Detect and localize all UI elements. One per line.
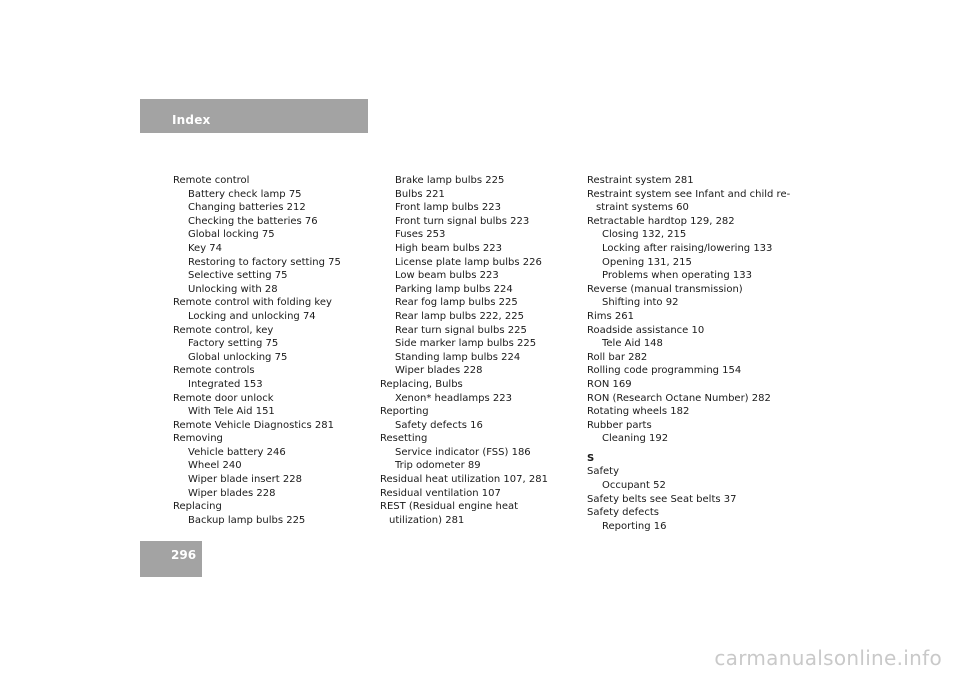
index-entry: Restraint system see Infant and child re- (587, 188, 791, 200)
index-entry: Resetting (380, 433, 428, 445)
index-subentry: Service indicator (FSS) 186 (395, 446, 531, 458)
index-subentry: Rear fog lamp bulbs 225 (395, 297, 518, 309)
index-subentry: Parking lamp bulbs 224 (395, 283, 513, 295)
index-subentry: Integrated 153 (188, 378, 263, 390)
index-subentry: Wiper blade insert 228 (188, 474, 302, 486)
index-subentry: Xenon* headlamps 223 (395, 392, 512, 404)
index-entry: Safety (587, 466, 619, 478)
index-subentry: Vehicle battery 246 (188, 446, 286, 458)
index-subentry: Opening 131, 215 (602, 256, 692, 268)
index-entry: Rims 261 (587, 310, 634, 322)
index-entry: Remote control with folding key (173, 297, 332, 309)
index-subentry: Shifting into 92 (602, 297, 679, 309)
index-subentry: Trip odometer 89 (395, 460, 481, 472)
index-entry: Safety defects (587, 507, 659, 519)
index-subentry: With Tele Aid 151 (188, 406, 275, 418)
index-entry: REST (Residual engine heat (380, 501, 519, 513)
watermark: carmanualsonline.info (714, 646, 942, 670)
index-entry: Residual ventilation 107 (380, 487, 501, 499)
index-subentry: Rear turn signal bulbs 225 (395, 324, 527, 336)
index-subentry: High beam bulbs 223 (395, 242, 502, 254)
index-subentry: License plate lamp bulbs 226 (395, 256, 542, 268)
index-subentry: Factory setting 75 (188, 338, 279, 350)
index-subentry: Brake lamp bulbs 225 (395, 175, 505, 186)
index-entry: Replacing (173, 501, 222, 513)
index-entry: Restraint system 281 (587, 175, 694, 186)
index-subentry: Backup lamp bulbs 225 (188, 514, 306, 526)
index-entry: RON 169 (587, 378, 632, 390)
page-title: Index (172, 113, 211, 127)
index-entry: Remote door unlock (173, 392, 274, 404)
index-entry: Roadside assistance 10 (587, 324, 705, 336)
index-subentry: Standing lamp bulbs 224 (395, 351, 521, 363)
index-entry: Roll bar 282 (587, 351, 648, 363)
index-entry: Residual heat utilization 107, 281 (380, 474, 548, 486)
index-entry-continuation: straint systems 60 (596, 202, 689, 214)
index-section-letter: S (587, 452, 595, 464)
index-entry: Remote control, key (173, 324, 274, 336)
page-number: 296 (171, 548, 197, 562)
index-subentry: Front turn signal bulbs 223 (395, 215, 530, 227)
index-subentry: Wiper blades 228 (188, 487, 276, 499)
index-subentry: Checking the batteries 76 (188, 215, 318, 227)
index-subentry: Unlocking with 28 (188, 283, 278, 295)
index-entry: Rolling code programming 154 (587, 365, 742, 377)
index-entry: Remote controls (173, 365, 255, 377)
index-entry: Replacing, Bulbs (380, 378, 463, 390)
index-subentry: Selective setting 75 (188, 270, 288, 282)
index-entry: Remote control (173, 175, 250, 186)
index-subentry: Fuses 253 (395, 229, 446, 241)
index-subentry: Closing 132, 215 (602, 229, 687, 241)
index-column-1 (173, 174, 373, 527)
index-subentry: Low beam bulbs 223 (395, 270, 499, 282)
index-column-3 (587, 174, 797, 533)
index-subentry: Cleaning 192 (602, 433, 669, 445)
index-entry: Reverse (manual transmission) (587, 283, 743, 295)
index-column-2 (380, 174, 580, 527)
index-entry: Rubber parts (587, 419, 652, 431)
index-subentry: Changing batteries 212 (188, 202, 306, 214)
index-subentry: Key 74 (188, 242, 223, 254)
index-subentry: Safety defects 16 (395, 419, 483, 431)
index-subentry: Tele Aid 148 (602, 338, 663, 350)
index-subentry: Problems when operating 133 (602, 270, 752, 282)
index-subentry: Wheel 240 (188, 460, 242, 472)
index-subentry: Locking after raising/lowering 133 (602, 242, 773, 254)
index-entry: Remote Vehicle Diagnostics 281 (173, 419, 334, 431)
index-subentry: Bulbs 221 (395, 188, 445, 200)
index-subentry: Reporting 16 (602, 520, 667, 532)
index-entry: Reporting (380, 406, 429, 418)
index-entry: Removing (173, 433, 223, 445)
index-entry: Rotating wheels 182 (587, 406, 690, 418)
index-subentry: Occupant 52 (602, 480, 666, 492)
index-subentry: Front lamp bulbs 223 (395, 202, 501, 214)
index-subentry: Global unlocking 75 (188, 351, 288, 363)
index-subentry: Side marker lamp bulbs 225 (395, 338, 537, 350)
index-subentry: Locking and unlocking 74 (188, 310, 316, 322)
index-subentry: Restoring to factory setting 75 (188, 256, 341, 268)
index-subentry: Global locking 75 (188, 229, 275, 241)
index-entry: Safety belts see Seat belts 37 (587, 493, 737, 505)
index-subentry: Wiper blades 228 (395, 365, 483, 377)
index-subentry: Rear lamp bulbs 222, 225 (395, 310, 524, 322)
index-entry: Retractable hardtop 129, 282 (587, 215, 735, 227)
index-entry: RON (Research Octane Number) 282 (587, 392, 771, 404)
index-subentry: Battery check lamp 75 (188, 188, 302, 200)
index-entry-continuation: utilization) 281 (389, 514, 465, 526)
